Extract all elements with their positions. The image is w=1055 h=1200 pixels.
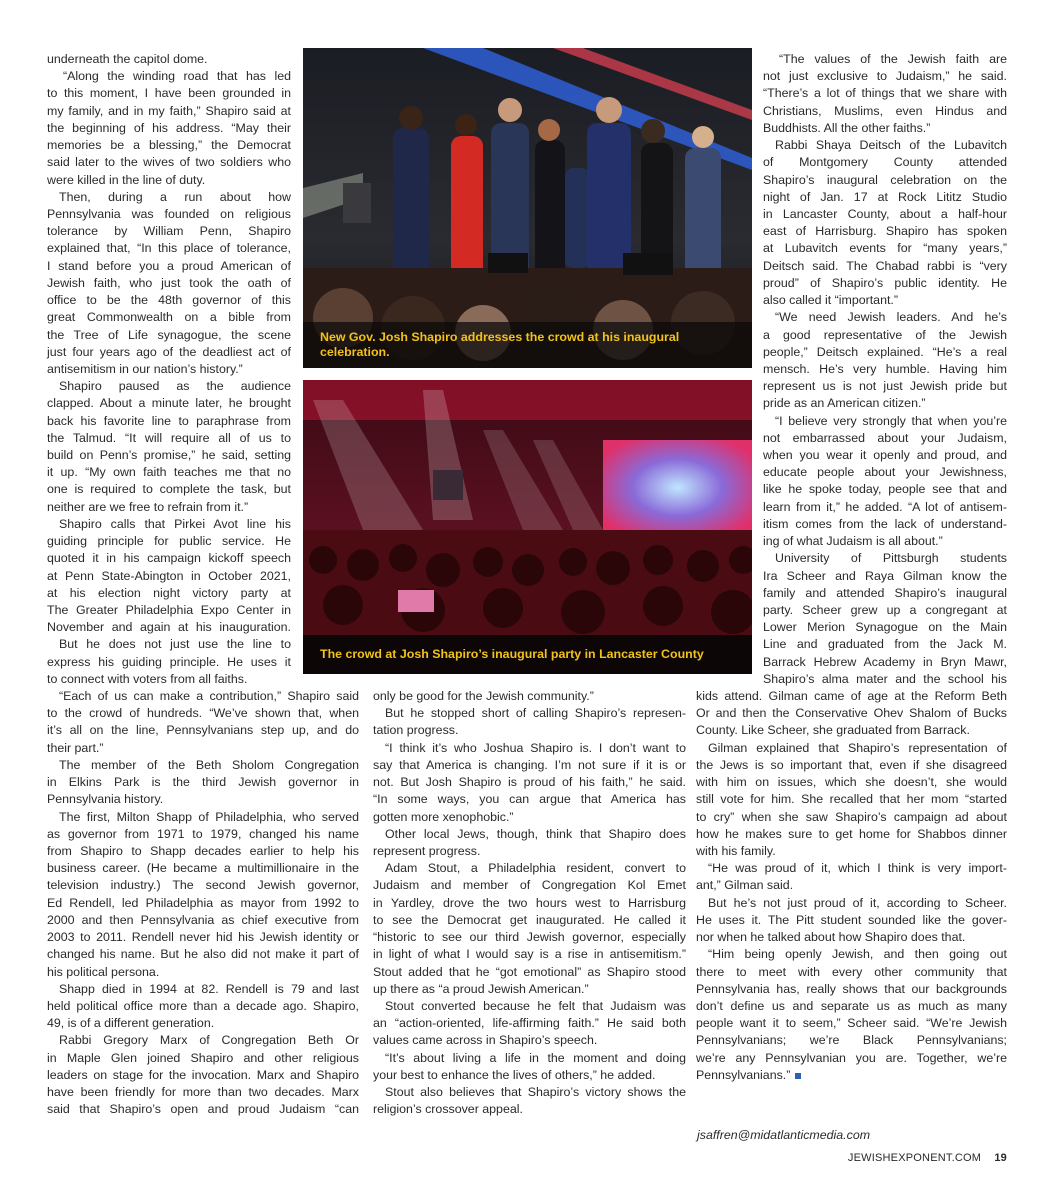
text-line: business career. (He became a multimillionaire in the [47, 861, 359, 876]
crowd-photo-illustration [303, 380, 752, 674]
photo-inauguration-stage [303, 48, 752, 368]
text-line: not embarrassed about your Judaism, [763, 430, 1007, 445]
text-line: religion’s crossover appeal. [373, 1102, 523, 1117]
text-line: from Shapiro to Shapp decades earlier to help his [47, 843, 359, 858]
text-line: Shapiro paused as the audience [59, 379, 291, 394]
text-line: 2003 to 2011. Rendell never hid his Jewish identity or [47, 930, 359, 945]
text-line: 49, is of a different generation. [47, 1016, 215, 1031]
text-line: said later to the wives of two soldiers who [47, 155, 291, 170]
text-line: ing of what Judaism is all about.” [763, 534, 943, 549]
text-line: educate people about your Jewishness, [763, 465, 1007, 480]
text-line: Line and graduated from the Jack M. [763, 637, 1007, 652]
text-line-content: Pennsylvanians.” [696, 1067, 791, 1082]
text-line: we’re any Pennsylvanian you are. Together, we’re [696, 1050, 1007, 1065]
text-line: He uses it. The Pitt student sounded like the gover- [696, 912, 1007, 927]
text-line: his political persona. [47, 964, 160, 979]
text-line: when you wear it openly and proud, and [763, 448, 1007, 463]
text-line: in Lancaster County, about a half-hour [763, 206, 1007, 221]
photo-caption [303, 322, 752, 368]
text-line: the Tree of Life synagogue, the scene [47, 327, 291, 342]
text-line: great Commonwealth on a bible from [47, 310, 291, 325]
text-line: also called it “important.” [763, 293, 898, 308]
text-line: an “action-oriented, life-affirming faith.” He said both [373, 1016, 686, 1031]
text-line: said that Shapiro’s open and proud Judaism “can [47, 1102, 359, 1117]
text-line: Rabbi Shaya Deitsch of the Lubavitch [775, 138, 1007, 153]
photo-inaugural-party-crowd [303, 380, 752, 674]
text-line: “We need Jewish leaders. And he’s [775, 310, 1007, 325]
text-line: Pennsylvania history. [47, 792, 164, 807]
text-line: Ira Scheer and Raya Gilman know the [763, 568, 1007, 583]
text-line: their part.” [47, 740, 104, 755]
text-line: pride as an American citizen.” [763, 396, 926, 411]
text-line: Judaism and member of Congregation Kol Emet [373, 878, 686, 893]
text-line: Shapiro’s inaugural celebration on the [763, 172, 1007, 187]
text-line: television industry.) The second Jewish governor, [47, 878, 359, 893]
article-column-right-lower [696, 688, 1007, 1084]
text-line: the Talmud. “It will require all of us to [47, 430, 291, 445]
text-line: at Penn State-Abington in October 2021, [47, 568, 291, 583]
text-line: Stout also believes that Shapiro’s victory shows the [385, 1085, 686, 1100]
text-line: Ed Rendell, led Philadelphia as mayor from 1992 to [47, 895, 359, 910]
text-line: The Greater Philadelphia Expo Center in [47, 603, 291, 617]
text-line: 2000 and then Pennsylvania as chief executive from [47, 912, 359, 927]
text-line: “Him being openly Jewish, and then going out [708, 947, 1007, 962]
text-line: the Jews is so important that, even if she disagreed [696, 757, 1007, 772]
text-line: guiding principle for public service. He [47, 534, 291, 549]
text-line: November and again at his inauguration. [47, 620, 291, 635]
text-line: people want it to seem,” Scheer said. “We’re Jewish [696, 1016, 1007, 1031]
text-line: Or and then the Conservative Ohev Shalom of Bucks [696, 706, 1007, 721]
text-line: “In some ways, you can argue that America has [373, 792, 686, 807]
text-line: tation progress. [373, 723, 459, 738]
text-line: “I think it’s who Joshua Shapiro is. I don’t want to [385, 740, 686, 755]
text-line: at Lubavitch events for “many years,” [763, 241, 1007, 256]
text-line: University of Pittsburgh students [775, 551, 1007, 566]
text-line: with his family. [696, 843, 776, 858]
text-line: Shapp died in 1994 at 82. Rendell is 79 and last [59, 981, 359, 996]
text-line: how he makes sure to get home for Shabbos dinner [696, 826, 1007, 841]
text-line: Pennsylvania was founded on religious [47, 206, 291, 221]
text-line: The member of the Beth Sholom Congregation [59, 757, 359, 772]
text-line: family and attended Shapiro’s inaugural [763, 585, 1007, 600]
text-line: clapped. About a minute later, he brought [47, 396, 291, 411]
text-line: changed his name. But he also did not make it part of [47, 947, 359, 962]
text-line: ant,” Gilman said. [696, 878, 794, 893]
text-line: Deitsch said. The Chabad rabbi is “very [763, 258, 1007, 273]
text-line: “Each of us can make a contribution,” Shapiro said [59, 689, 359, 703]
text-line: people,” Deitsch explained. “He’s a real [763, 344, 1007, 359]
text-line: it up. “My own faith teaches me that no [47, 465, 291, 480]
text-line: “It’s about living a life in the moment and doing [385, 1050, 686, 1065]
text-line: the beginning of his address. “May their [47, 120, 291, 135]
text-line: Pennsylvanians; we’re Black Pennsylvanians; [696, 1033, 1007, 1048]
text-line: antisemitism in our nation’s history.” [47, 361, 243, 376]
text-line: represent progress. [373, 843, 481, 858]
text-line: But he stopped short of calling Shapiro’s represen- [385, 706, 686, 721]
text-line: Barrack Hebrew Academy in Bryn Mawr, [763, 654, 1007, 669]
text-line: were killed in the line of duty. [47, 172, 206, 187]
text-line: The first, Milton Shapp of Philadelphia, who served [59, 809, 359, 824]
caption-line: The crowd at Josh Shapiro’s inaugural party in Lancaster County [320, 647, 704, 661]
text-line: to this moment, I have been grounded in [47, 86, 291, 101]
text-line: office to be the 48th governor of this [47, 293, 291, 308]
article-column-left-lower [47, 688, 359, 1118]
page-number: 19 [994, 1152, 1007, 1164]
text-line: kids attend. Gilman came of age at the Reform Beth [696, 689, 1007, 703]
text-line: express his guiding principle. He uses it [47, 654, 291, 669]
text-line: values came across in Shapiro’s speech. [373, 1033, 598, 1048]
text-line: with him on issues, which she doesn’t, she would [696, 775, 1007, 790]
text-line: just four years ago of the deadliest act of [47, 344, 291, 359]
caption-line: celebration. [320, 345, 390, 359]
text-line: to see the Democrat get inaugurated. He called it [373, 912, 686, 927]
text-line: like he spoke today, people see that and [763, 482, 1007, 497]
text-line: But he’s not just proud of it, according to Scheer. [708, 895, 1007, 910]
text-line: to cry” when she saw Shapiro’s campaign ad about [696, 809, 1007, 824]
text-line: proud” of Shapiro’s public identity. He [763, 275, 1007, 290]
article-column-left-upper [47, 51, 291, 688]
text-line: there to meet with every other community that [696, 964, 1007, 979]
text-line: “He was proud of it, which I think is very import- [708, 861, 1007, 876]
text-line: Then, during a run about how [59, 189, 291, 204]
article-column-right-upper [763, 51, 1007, 688]
text-line: Shapiro’s alma mater and the school his [763, 671, 1007, 686]
text-line: still vote for him. She recalled that her mom “started [696, 792, 1007, 807]
text-line: Stout added that he “got emotional” as Shapiro stood [373, 964, 686, 979]
text-line: in Maple Glen joined Shapiro and other religious [47, 1050, 359, 1065]
text-line: Gilman explained that Shapiro’s representation of [708, 740, 1007, 755]
caption-line: New Gov. Josh Shapiro addresses the crowd at his inaugural [320, 330, 680, 344]
article-column-middle-lower [373, 688, 686, 1118]
text-line: neither are we free to refrain from it.” [47, 499, 249, 514]
text-line: of Montgomery County attended [763, 155, 1007, 170]
text-line: your best to enhance the lives of others,” he added. [373, 1067, 656, 1082]
text-line: build on Penn’s promise,” he said, setting [47, 448, 291, 463]
text-line: have been friendly for more than two decades. Marx [47, 1085, 359, 1100]
page-footer [848, 1152, 1007, 1164]
text-line: leaders on stage for the invocation. Marx and Shapiro [47, 1067, 359, 1082]
text-line: Shapiro calls that Pirkei Avot line his [59, 516, 291, 531]
text-line: Pennsylvania has, really shows that our backgrounds [696, 981, 1007, 996]
text-line: my family, and in my faith,” Shapiro said at [47, 103, 291, 118]
text-line: only be good for the Jewish community.” [373, 689, 594, 703]
author-email-link[interactable]: jsaffren@midatlanticmedia.com [697, 1128, 871, 1142]
text-line: County. Like Scheer, she graduated from Barrack. [696, 723, 970, 738]
text-line: nor when he talked about how Shapiro does that. [696, 930, 966, 945]
text-line: a good representative of the Jewish [763, 327, 1007, 342]
text-line: at his election night victory party at [47, 585, 291, 600]
text-line: “historic to see our third Jewish governor, especially [373, 930, 686, 945]
text-line: don’t define us and separate us as much as many [696, 998, 1007, 1013]
text-line: to connect with voters from all faiths. [47, 671, 248, 686]
text-line: Other local Jews, though, think that Shapiro does [385, 826, 686, 841]
text-line: to the crowd of hundreds. “We’ve shown that, when [47, 706, 359, 721]
text-line [696, 1067, 1007, 1084]
text-line: up there as “a proud Jewish American.” [373, 981, 589, 996]
text-line: memories be a blessing,” the Democrat [47, 138, 291, 153]
text-line: held political office more than a decade ago. Shapiro, [47, 998, 359, 1013]
text-line: east of Harrisburg. Shapiro has spoken [763, 224, 1007, 239]
text-line: not just exclusive to Judaism,” he said. [763, 69, 1007, 84]
text-line: party. Scheer grew up a congregant at [763, 603, 1007, 617]
text-line: But he does not just use the line to [59, 637, 291, 652]
text-line: quoted it in his campaign kickoff speech [47, 551, 291, 566]
text-line: tolerance by William Penn, Shapiro [47, 224, 291, 239]
end-of-story-mark-icon [795, 1073, 801, 1079]
text-line: in light of what I would say is a rise in antisemitism.” [373, 947, 686, 962]
footer-site-name: JEWISHEXPONENT.COM [847, 1152, 982, 1164]
text-line: “Along the winding road that has led [63, 69, 291, 84]
text-line: in Yardley, drove the two hours west to Harrisburg [373, 895, 686, 910]
text-line: mensch. He’s very humble. Having him [763, 361, 1007, 376]
text-line: learn from it,” he added. “A lot of antisem- [763, 499, 1007, 514]
text-line: Rabbi Gregory Marx of Congregation Beth Or [59, 1033, 359, 1048]
text-line: explained that, “In this place of tolerance, [47, 241, 291, 256]
text-line: gotten more xenophobic.” [373, 809, 514, 824]
text-line: itism comes from the lack of understand- [763, 516, 1007, 531]
photo-caption [303, 635, 752, 674]
stage-photo-illustration [303, 48, 752, 368]
text-line: not. But Josh Shapiro is proud of his faith,” he said. [373, 775, 686, 790]
text-line: in Elkins Park is the third Jewish governor in [47, 775, 359, 790]
text-line: represent us is not just Jewish pride but [763, 379, 1007, 394]
text-line: night of Jan. 17 at Rock Lititz Studio [763, 189, 1007, 204]
text-line: Stout converted because he felt that Judaism was [385, 998, 686, 1013]
text-line: “There’s a lot of things that we share with [763, 86, 1007, 101]
text-line: I stand before you a proud American of [47, 258, 291, 273]
text-line: as governor from 1971 to 1979, changed his name [47, 826, 359, 841]
text-line: back his favorite line to paraphrase from [47, 413, 291, 428]
text-line: one is required to complete the task, but [47, 482, 291, 497]
text-line: it’s all on the line, Pennsylvanians step up, and do [47, 723, 359, 738]
text-line: Adam Stout, a Philadelphia resident, convert to [385, 861, 686, 876]
text-line: Buddhists. All the other faiths.” [763, 120, 931, 135]
text-line: “The values of the Jewish faith are [779, 52, 1007, 66]
text-line: underneath the capitol dome. [47, 52, 208, 66]
text-line: say that America is changing. I’m not sure if it is or [373, 757, 686, 772]
text-line: Jewish faith, who just took the oath of [47, 275, 291, 290]
text-line: “I believe very strongly that when you’re [775, 413, 1007, 428]
text-line: Lower Merion Synagogue on the Main [763, 620, 1007, 635]
text-line: Christians, Muslims, even Hindus and [763, 103, 1007, 118]
